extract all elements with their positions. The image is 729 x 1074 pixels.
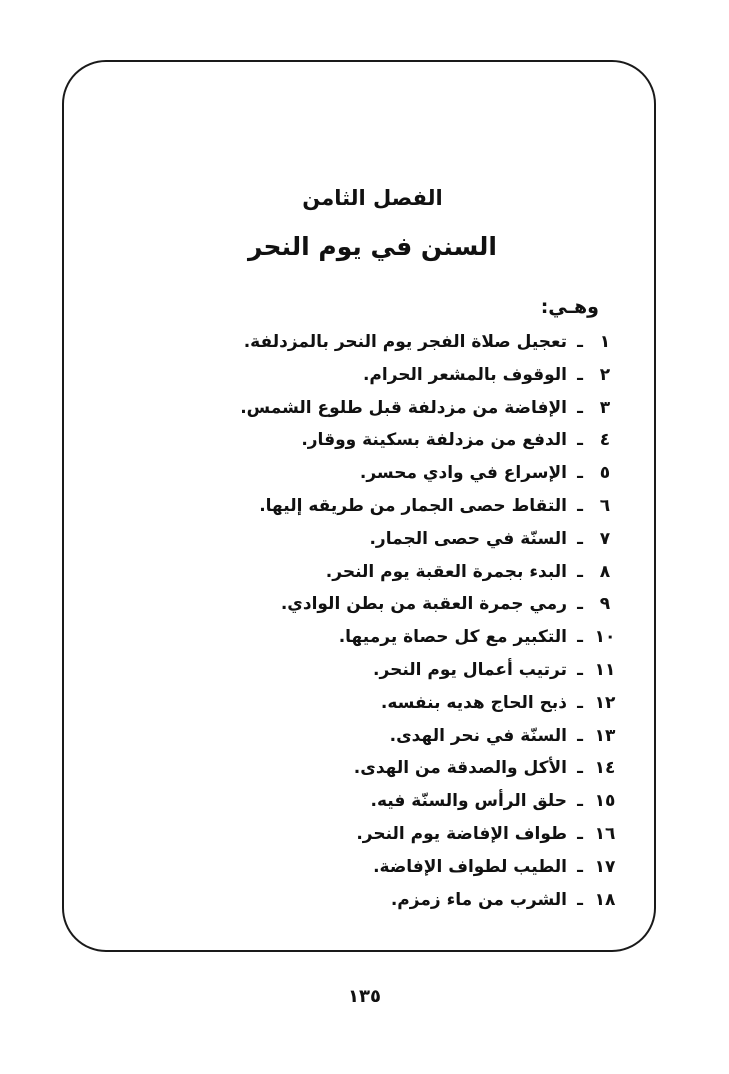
section-title: السنن في يوم النحر xyxy=(248,232,497,261)
item-number: ١٦ xyxy=(594,823,616,844)
list-item xyxy=(97,884,617,917)
item-text: السنّة في نحر الهدى. xyxy=(389,725,567,746)
item-text: الأكل والصدقة من الهدى. xyxy=(353,758,567,779)
item-number: ٦ xyxy=(599,495,611,516)
list-item xyxy=(97,752,617,785)
item-number: ١٨ xyxy=(594,889,616,910)
item-dash: ـ xyxy=(577,332,583,352)
item-text: طواف الإفاضة يوم النحر. xyxy=(356,823,567,844)
item-dash: ـ xyxy=(577,758,583,779)
item-text: ترتيب أعمال يوم النحر. xyxy=(373,659,567,680)
list-item xyxy=(97,359,617,392)
item-number: ١٧ xyxy=(594,856,616,877)
item-dash: ـ xyxy=(577,725,583,746)
item-text: الطيب لطواف الإفاضة. xyxy=(373,856,567,877)
item-number: ٢ xyxy=(599,364,611,385)
item-number: ١ xyxy=(599,332,611,352)
item-text: الإفاضة من مزدلفة قبل طلوع الشمس. xyxy=(240,397,567,418)
item-dash: ـ xyxy=(577,889,583,910)
chapter-title: الفصل الثامن xyxy=(302,186,443,210)
list-item xyxy=(97,490,617,523)
item-dash: ـ xyxy=(577,463,583,484)
list-item xyxy=(97,392,617,425)
item-text: تعجيل صلاة الفجر يوم النحر بالمزدلفة. xyxy=(243,332,567,352)
list-item xyxy=(97,523,617,556)
item-dash: ـ xyxy=(577,495,583,516)
item-text: رمي جمرة العقبة من بطن الوادي. xyxy=(280,594,567,615)
item-number: ٧ xyxy=(599,528,611,549)
item-number: ٥ xyxy=(599,463,611,484)
list-item xyxy=(97,687,617,720)
item-dash: ـ xyxy=(577,692,583,713)
sunan-list xyxy=(97,326,617,916)
item-dash: ـ xyxy=(577,791,583,812)
item-number: ٩ xyxy=(599,594,611,615)
item-dash: ـ xyxy=(577,528,583,549)
item-text: الدفع من مزدلفة بسكينة ووقار. xyxy=(301,430,567,451)
item-number: ١١ xyxy=(594,659,616,680)
item-text: الشرب من ماء زمزم. xyxy=(390,889,567,910)
page-number: ١٣٥ xyxy=(348,986,381,1007)
item-number: ١٥ xyxy=(594,791,616,812)
list-item xyxy=(97,326,617,359)
item-text: التكبير مع كل حصاة يرميها. xyxy=(338,627,567,648)
item-number: ١٠ xyxy=(594,627,616,648)
list-item xyxy=(97,785,617,818)
list-item xyxy=(97,818,617,851)
item-number: ١٢ xyxy=(594,692,616,713)
item-text: الإسراع في وادي محسر. xyxy=(359,463,567,484)
list-item xyxy=(97,654,617,687)
list-item xyxy=(97,424,617,457)
item-dash: ـ xyxy=(577,627,583,648)
item-number: ٣ xyxy=(599,397,611,418)
item-number: ٨ xyxy=(599,561,611,582)
item-text: حلق الرأس والسنّة فيه. xyxy=(370,791,567,812)
item-text: ذبح الحاج هديه بنفسه. xyxy=(380,692,567,713)
list-item xyxy=(97,621,617,654)
item-dash: ـ xyxy=(577,430,583,451)
item-dash: ـ xyxy=(577,856,583,877)
list-intro: وهـي: xyxy=(540,296,599,318)
list-item xyxy=(97,720,617,753)
item-dash: ـ xyxy=(577,561,583,582)
item-text: البدء بجمرة العقبة يوم النحر. xyxy=(325,561,567,582)
item-text: الوقوف بالمشعر الحرام. xyxy=(362,364,567,385)
item-dash: ـ xyxy=(577,594,583,615)
item-number: ١٤ xyxy=(594,758,616,779)
list-item xyxy=(97,588,617,621)
item-dash: ـ xyxy=(577,823,583,844)
item-dash: ـ xyxy=(577,364,583,385)
list-item xyxy=(97,851,617,884)
item-text: التقاط حصى الجمار من طريقه إليها. xyxy=(259,495,567,516)
list-item xyxy=(97,457,617,490)
item-text: السنّة في حصى الجمار. xyxy=(369,528,567,549)
list-item xyxy=(97,556,617,589)
item-number: ٤ xyxy=(599,430,611,451)
item-number: ١٣ xyxy=(594,725,616,746)
item-dash: ـ xyxy=(577,659,583,680)
item-dash: ـ xyxy=(577,397,583,418)
